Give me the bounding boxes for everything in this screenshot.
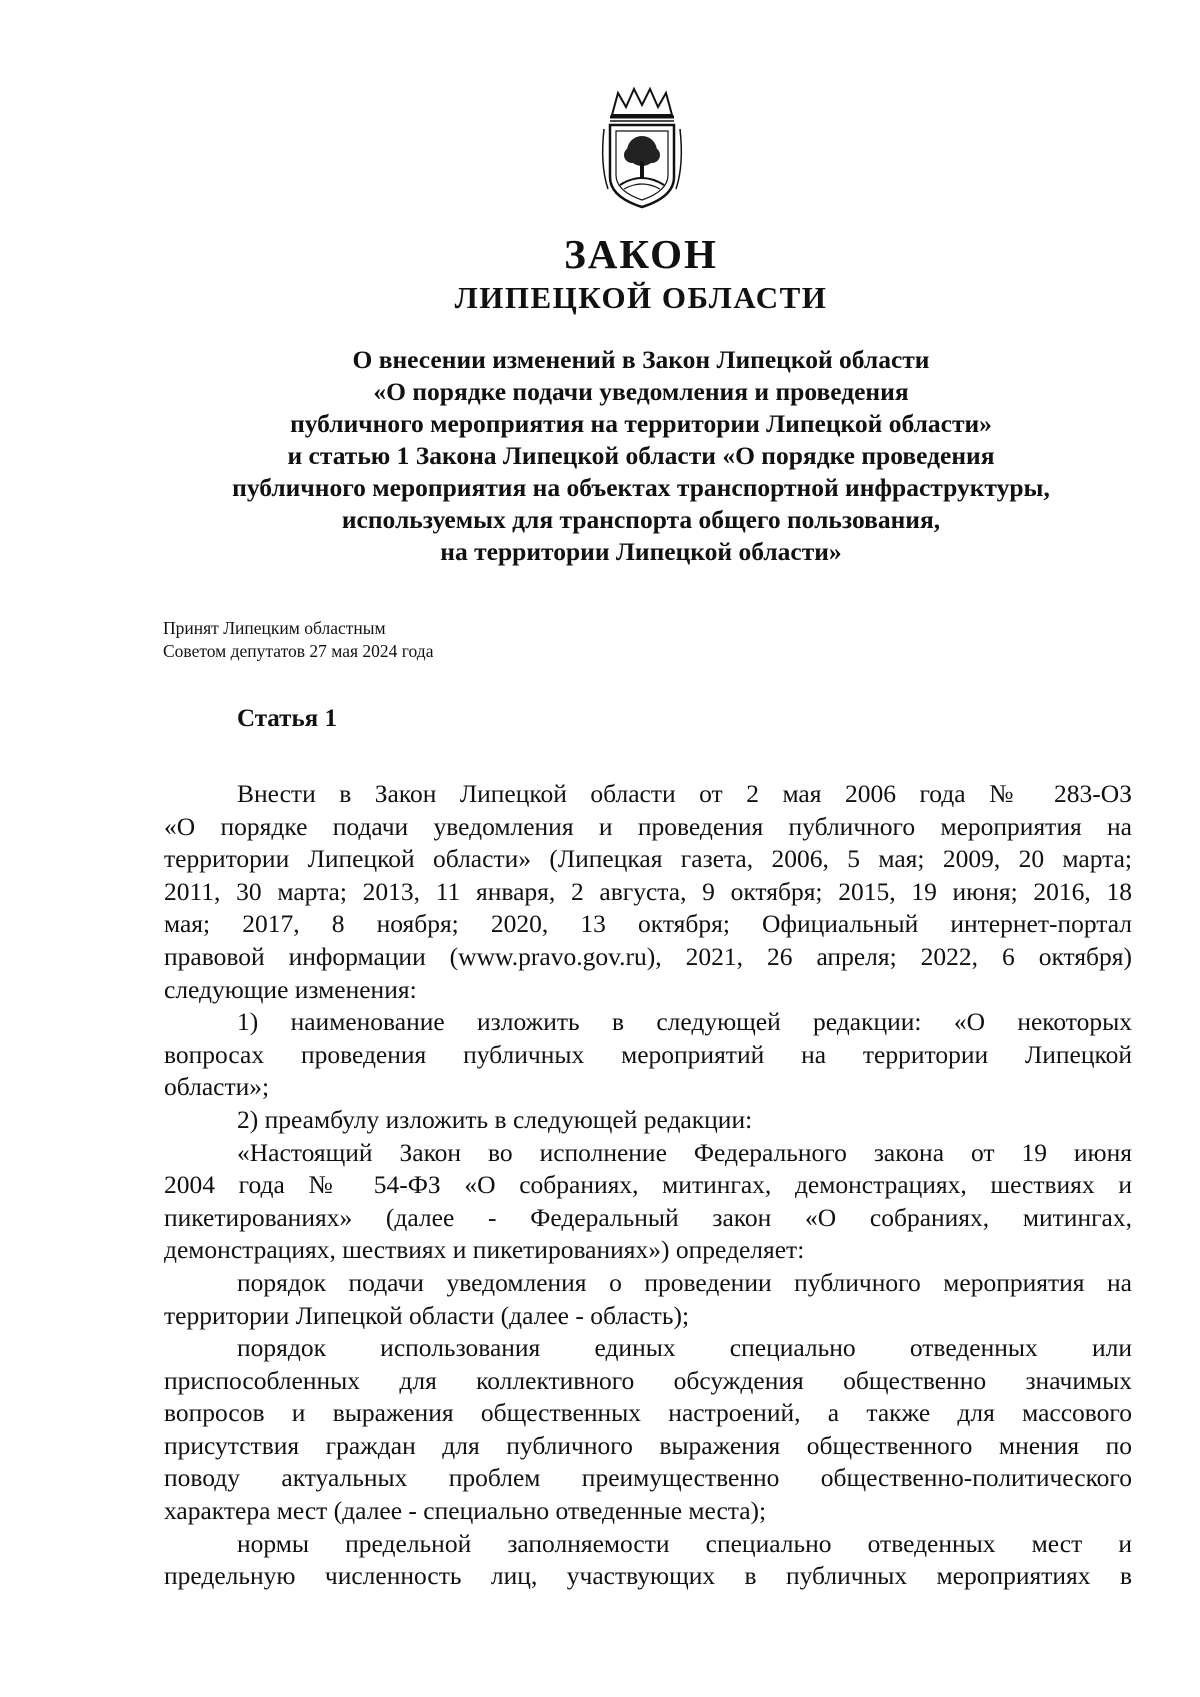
document-title: ЗАКОН bbox=[564, 231, 718, 277]
subject-line: О внесении изменений в Закон Липецкой области bbox=[352, 345, 930, 374]
body-line: вопросах проведения публичных мероприятий на территории Липецкой bbox=[164, 1039, 1132, 1069]
body-line: территории Липецкой области» (Липецкая газета, 2006, 5 мая; 2009, 20 марта; bbox=[164, 844, 1132, 874]
subject-line: и статью 1 Закона Липецкой области «О порядке проведения bbox=[287, 441, 995, 470]
subject-line: публичного мероприятия на территории Липецкой области» bbox=[290, 409, 992, 438]
body-line: характера мест (далее - специально отведенные места); bbox=[164, 1496, 767, 1526]
body-line: поводу актуальных проблем преимущественно общественно-политического bbox=[164, 1463, 1132, 1493]
body-line: порядок использования единых специально отведенных или bbox=[237, 1333, 1132, 1363]
body-line: следующие изменения: bbox=[164, 974, 417, 1004]
law-subject bbox=[150, 344, 1132, 568]
body-line: предельную численность лиц, участвующих в публичных мероприятиях в bbox=[164, 1561, 1132, 1591]
body-line: 2004 года № 54-ФЗ «О собраниях, митингах, демонстрациях, шествиях и bbox=[164, 1170, 1132, 1200]
article-heading: Статья 1 bbox=[237, 705, 337, 732]
body-line: 2) преамбулу изложить в следующей редакции: bbox=[237, 1104, 753, 1134]
subject-line: «О порядке подачи уведомления и проведения bbox=[373, 377, 909, 406]
body-line: нормы предельной заполняемости специально отведенных мест и bbox=[237, 1528, 1132, 1558]
body-line: 2011, 30 марта; 2013, 11 января, 2 августа, 9 октября; 2015, 19 июня; 2016, 18 bbox=[164, 876, 1132, 906]
body-line: правовой информации (www.pravo.gov.ru), 2021, 26 апреля; 2022, 6 октября) bbox=[164, 941, 1132, 971]
body-line: «О порядке подачи уведомления и проведения публичного мероприятия на bbox=[164, 811, 1132, 841]
body-line: приспособленных для коллективного обсуждения общественно значимых bbox=[164, 1365, 1132, 1395]
article-body bbox=[164, 778, 1132, 1593]
adoption-line: Принят Липецким областным bbox=[163, 618, 386, 638]
adoption-note bbox=[163, 617, 433, 663]
body-line: пикетированиях» (далее - Федеральный закон «О собраниях, митингах, bbox=[164, 1202, 1132, 1232]
subject-line: на территории Липецкой области» bbox=[440, 537, 842, 566]
body-line: присутствия граждан для публичного выражения общественного мнения по bbox=[164, 1430, 1132, 1460]
subject-line: используемых для транспорта общего пользования, bbox=[341, 505, 941, 534]
coat-of-arms-icon bbox=[598, 85, 686, 213]
body-line: порядок подачи уведомления о проведении публичного мероприятия на bbox=[237, 1267, 1132, 1297]
body-line: Внести в Закон Липецкой области от 2 мая 2006 года № 283-ОЗ bbox=[237, 779, 1132, 808]
body-line: территории Липецкой области (далее - область); bbox=[164, 1300, 690, 1330]
adoption-line: Советом депутатов 27 мая 2024 года bbox=[163, 641, 434, 661]
body-line: вопросов и выражения общественных настроений, а также для массового bbox=[164, 1398, 1132, 1428]
body-line: 1) наименование изложить в следующей редакции: «О некоторых bbox=[237, 1007, 1132, 1037]
body-line: области»; bbox=[164, 1072, 270, 1102]
body-line: демонстрациях, шествиях и пикетированиях») определяет: bbox=[164, 1235, 805, 1265]
subject-line: публичного мероприятия на объектах транспортной инфраструктуры, bbox=[232, 473, 1050, 502]
body-line: мая; 2017, 8 ноября; 2020, 13 октября; Официальный интернет-портал bbox=[164, 909, 1132, 939]
document-subtitle: ЛИПЕЦКОЙ ОБЛАСТИ bbox=[454, 280, 828, 315]
body-line: «Настоящий Закон во исполнение Федерального закона от 19 июня bbox=[237, 1137, 1132, 1167]
